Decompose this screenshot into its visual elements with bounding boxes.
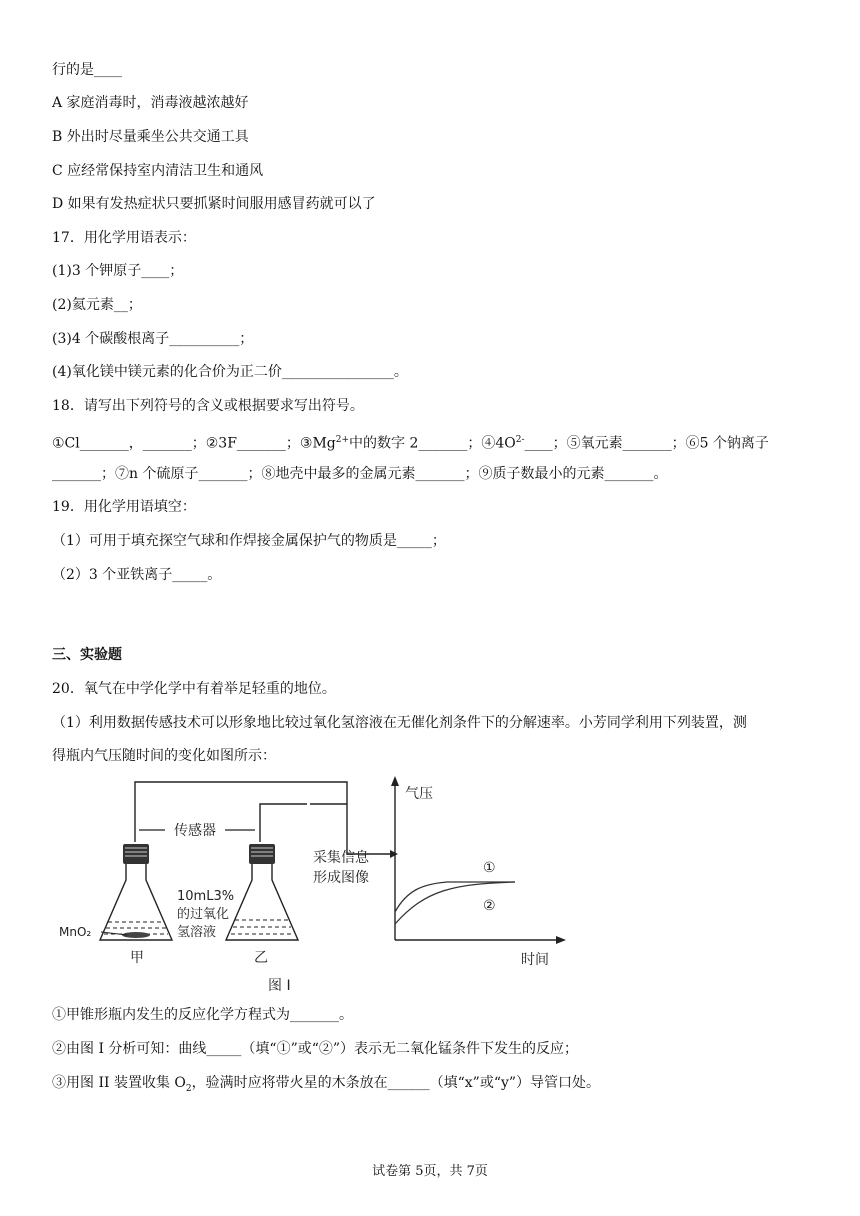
flask-a-label: 甲 [130,950,144,966]
section-heading: 三、实验题 [52,647,122,663]
figure-apparatus-and-graph [55,772,575,1000]
flask-b-label: 乙 [254,950,268,966]
curve-2 [395,882,515,924]
flask-a [100,844,172,940]
x-axis-label: 时间 [521,952,549,968]
curve-2-label: ② [483,898,496,914]
solution-label-1: 10mL3% [177,889,235,904]
text-segment: ①Cl_______，_______；②3F_______；③Mg [52,435,336,452]
question-18-items-line-2: _______；⑦n 个硫原子_______；⑧地壳中最多的金属元素_______；⑨质子数最小的元素_______。 [52,466,668,482]
text-segment: 中的数字 2_______；④4O [349,435,516,452]
question-18-items-line-1 [52,430,769,454]
superscript: 2- [515,435,525,445]
question-20-stem: 20．氧气在中学化学中有着举足轻重的地位。 [52,681,336,697]
collect-label-2: 形成图像 [313,870,369,886]
superscript: 2+ [335,435,350,445]
y-axis-label: 气压 [405,786,433,802]
text-segment: ，验满时应将带火星的木条放在______（填“x”或“y”）导管口处。 [191,1075,601,1091]
question-20-sub-3 [52,1073,600,1099]
figure-caption: 图 I [268,978,291,994]
mno2-label: MnO₂ [59,925,92,939]
text-segment: ____；⑤氧元素_______；⑥5 个钠离子 [524,435,769,452]
option-d: D 如果有发热症状只要抓紧时间服用感冒药就可以了 [52,196,376,212]
option-a: A 家庭消毒时，消毒液越浓越好 [52,95,249,111]
option-c: C 应经常保持室内清洁卫生和通风 [52,163,264,179]
question-17-part-3: (3)4 个碳酸根离子__________； [52,331,254,347]
sensor-label: 传感器 [174,823,216,839]
page-footer: 试卷第 5页，共 7页 [372,1164,488,1179]
question-17-part-4: (4)氧化镁中镁元素的化合价为正二价________________。 [52,364,408,380]
question-19-part-1: （1）可用于填充探空气球和作焊接金属保护气的物质是_____； [52,533,446,549]
question-17-stem: 17．用化学用语表示： [52,230,196,246]
question-19-stem: 19．用化学用语填空： [52,499,196,515]
question-20-sub-2: ②由图 I 分析可知：曲线_____（填“①”或“②”）表示无二氧化锰条件下发生的反应； [52,1041,579,1057]
solution-label-2: 的过氧化 [177,907,230,922]
solution-label-3: 氢溶液 [177,925,217,940]
question-16-continuation: 行的是____ [52,62,122,78]
curve-1-label: ① [483,860,496,876]
flask-b [226,844,298,940]
question-20-part-1-cont: 得瓶内气压随时间的变化如图所示： [52,748,276,764]
question-20-part-1: （1）利用数据传感技术可以形象地比较过氧化氢溶液在无催化剂条件下的分解速率。小芳同学利用下列装置，测 [52,715,747,731]
question-17-part-2: (2)氦元素__； [52,297,142,313]
question-17-part-1: (1)3 个钾原子____； [52,263,184,279]
collect-label-1: 采集信息 [313,850,369,866]
question-19-part-2: （2）3 个亚铁离子_____。 [52,567,222,583]
subscript: 2 [185,1083,192,1094]
question-20-sub-1: ①甲锥形瓶内发生的反应化学方程式为_______。 [52,1007,353,1023]
text-segment: ③用图 II 装置收集 O [52,1075,186,1091]
question-18-stem: 18．请写出下列符号的含义或根据要求写出符号。 [52,398,364,414]
option-b: B 外出时尽量乘坐公共交通工具 [52,129,249,145]
